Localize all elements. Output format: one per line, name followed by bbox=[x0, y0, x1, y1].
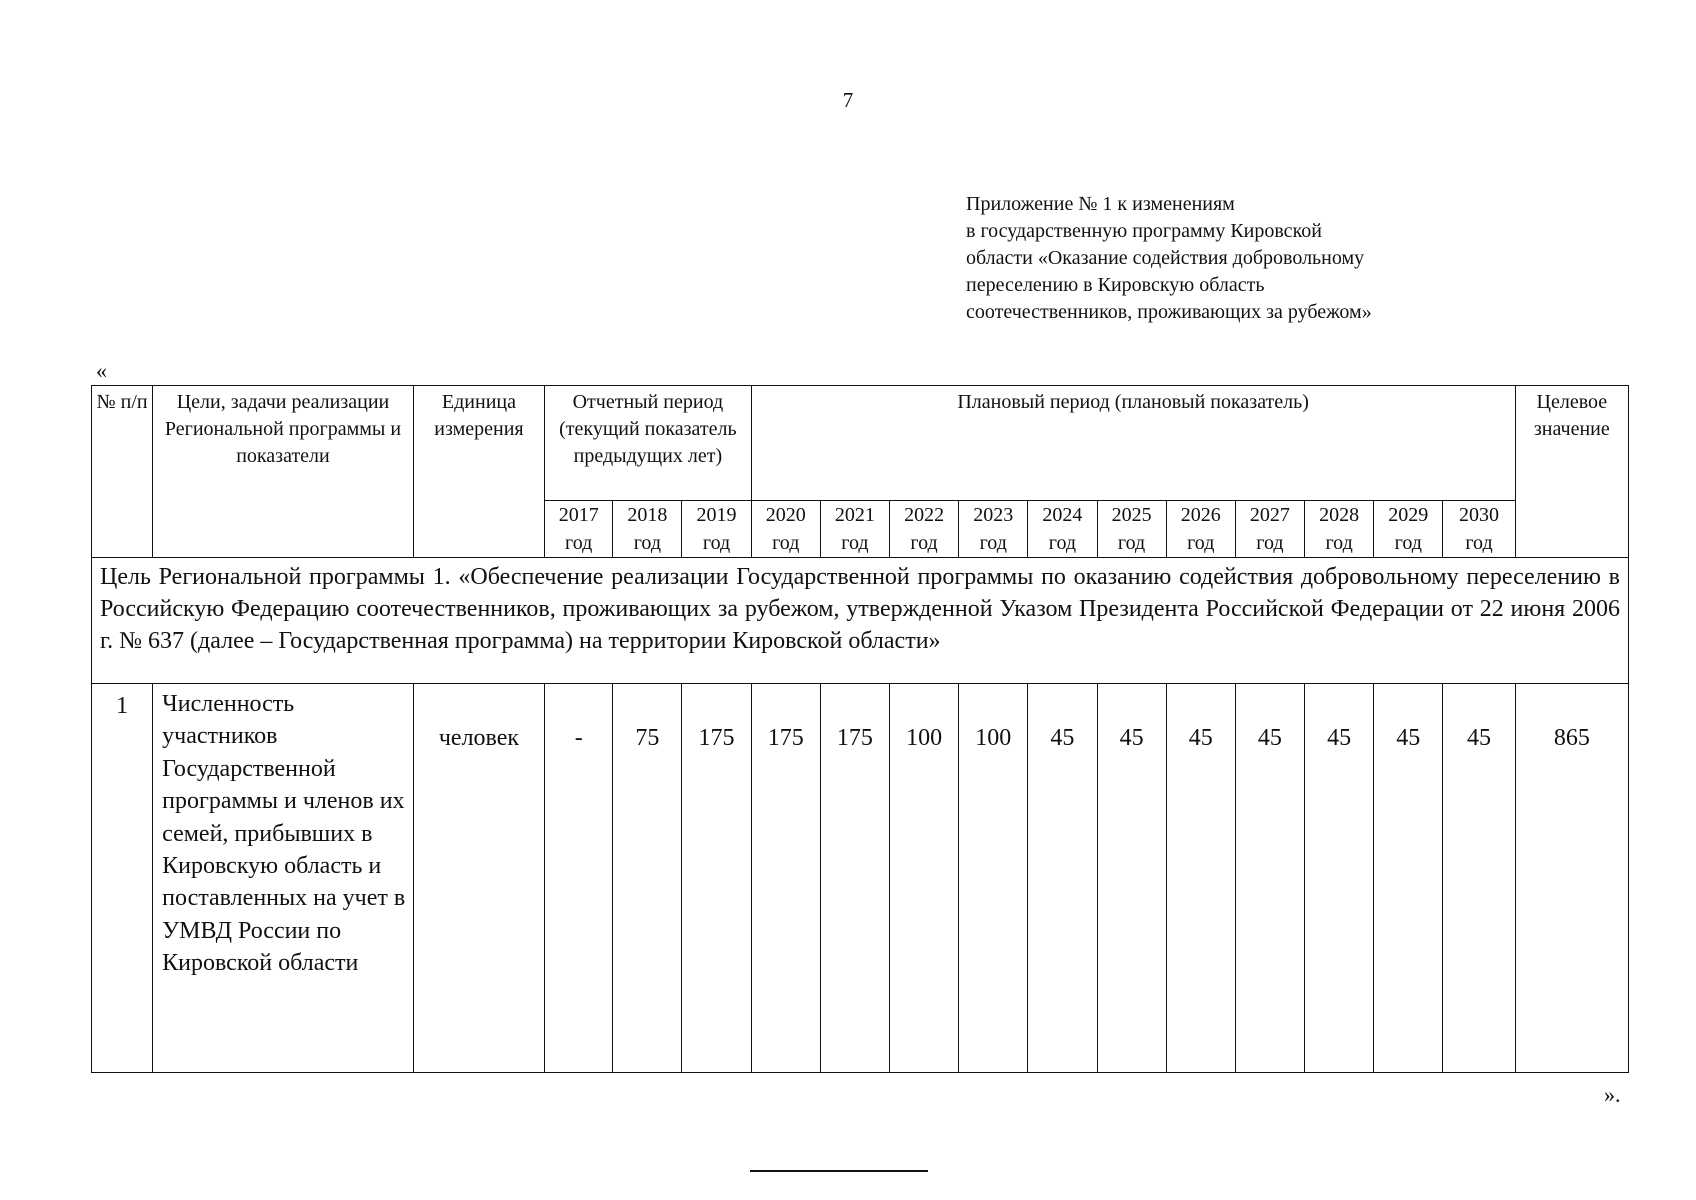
year-suffix: год bbox=[1117, 532, 1146, 554]
value-cell: 45 bbox=[1166, 684, 1235, 1073]
value-cell: 45 bbox=[1374, 684, 1443, 1073]
year-header bbox=[682, 501, 751, 558]
year-label: 2026 bbox=[1180, 504, 1221, 526]
year-suffix: год bbox=[1325, 532, 1353, 554]
year-suffix: год bbox=[702, 532, 731, 554]
year-label: 2017 bbox=[558, 504, 599, 526]
year-suffix: год bbox=[979, 532, 1007, 554]
value-cell: - bbox=[545, 684, 613, 1073]
value-cell: 100 bbox=[889, 684, 958, 1073]
year-header bbox=[1097, 501, 1166, 558]
year-suffix: год bbox=[1394, 532, 1422, 554]
year-label: 2018 bbox=[627, 504, 668, 526]
year-label: 2028 bbox=[1319, 504, 1360, 526]
page-number: 7 bbox=[842, 88, 854, 112]
indicators-table bbox=[91, 385, 1629, 1073]
year-header bbox=[1235, 501, 1304, 558]
year-header bbox=[889, 501, 958, 558]
year-suffix: год bbox=[1187, 532, 1215, 554]
year-label: 2024 bbox=[1042, 504, 1083, 526]
value-cell: 175 bbox=[682, 684, 751, 1073]
value-cell: 175 bbox=[820, 684, 889, 1073]
indicator-name: Численность участников Государственной программы и членов их семей, прибывших в Кировскую область и поставленных на учет в УМВД России по Кировской области bbox=[153, 684, 414, 1073]
year-label: 2021 bbox=[834, 504, 875, 526]
value-cell: 45 bbox=[1235, 684, 1304, 1073]
year-label: 2027 bbox=[1249, 504, 1290, 526]
header-goals: Цели, задачи реализации Региональной программы и показатели bbox=[153, 386, 414, 558]
year-label: 2029 bbox=[1388, 504, 1429, 526]
year-suffix: год bbox=[772, 532, 800, 554]
year-header bbox=[959, 501, 1028, 558]
year-header bbox=[751, 501, 820, 558]
year-suffix: год bbox=[841, 532, 869, 554]
year-suffix: год bbox=[1048, 532, 1077, 554]
year-label: 2020 bbox=[765, 504, 806, 526]
year-label: 2023 bbox=[973, 504, 1014, 526]
indicator-unit: человек bbox=[413, 684, 544, 1073]
value-cell: 45 bbox=[1028, 684, 1097, 1073]
appendix-line: Приложение № 1 к изменениям bbox=[966, 193, 1235, 215]
year-header bbox=[1443, 501, 1515, 558]
header-unit: Единица измерения bbox=[413, 386, 544, 558]
appendix-line: соотечественников, проживающих за рубежом» bbox=[966, 301, 1372, 323]
header-planned-period: Плановый период (плановый показатель) bbox=[751, 386, 1515, 501]
year-suffix: год bbox=[1256, 532, 1284, 554]
year-header bbox=[613, 501, 682, 558]
appendix-line: области «Оказание содействия добровольному bbox=[966, 247, 1365, 269]
value-cell: 45 bbox=[1097, 684, 1166, 1073]
year-label: 2030 bbox=[1459, 504, 1499, 526]
year-header bbox=[1305, 501, 1374, 558]
year-header bbox=[1166, 501, 1235, 558]
header-reporting-period: Отчетный период (текущий показатель предыдущих лет) bbox=[545, 386, 752, 501]
year-header bbox=[1028, 501, 1097, 558]
close-quote: ». bbox=[1604, 1082, 1621, 1107]
row-number: 1 bbox=[92, 684, 153, 1073]
header-target: Целевое значение bbox=[1515, 386, 1628, 558]
value-cell: 100 bbox=[959, 684, 1028, 1073]
value-cell: 45 bbox=[1305, 684, 1374, 1073]
appendix-note bbox=[966, 191, 1526, 326]
year-suffix: год bbox=[565, 532, 593, 554]
year-header bbox=[820, 501, 889, 558]
year-label: 2022 bbox=[904, 504, 945, 526]
value-cell: 175 bbox=[751, 684, 820, 1073]
year-label: 2025 bbox=[1111, 504, 1152, 526]
bottom-separator-line bbox=[750, 1170, 928, 1172]
year-suffix: год bbox=[633, 532, 662, 554]
year-header bbox=[545, 501, 613, 558]
value-cell: 45 bbox=[1443, 684, 1515, 1073]
value-cell: 75 bbox=[613, 684, 682, 1073]
appendix-line: в государственную программу Кировской bbox=[966, 220, 1322, 242]
year-header bbox=[1374, 501, 1443, 558]
header-num: № п/п bbox=[92, 386, 153, 558]
year-suffix: год bbox=[1465, 532, 1493, 554]
target-value: 865 bbox=[1515, 684, 1628, 1073]
open-quote: « bbox=[96, 358, 107, 383]
goal-row: Цель Региональной программы 1. «Обеспечение реализации Государственной программы по оказанию содействия добровольному переселению в Российскую Федерацию соотечественников, проживающих за рубежом, утвержденной Указом Президента Российской Федерации от 22 июня 2006 г. № 637 (далее – Государственная программа) на территории Кировской области» bbox=[92, 558, 1629, 684]
year-suffix: год bbox=[910, 532, 938, 554]
appendix-line: переселению в Кировскую область bbox=[966, 274, 1265, 296]
year-label: 2019 bbox=[696, 504, 737, 526]
